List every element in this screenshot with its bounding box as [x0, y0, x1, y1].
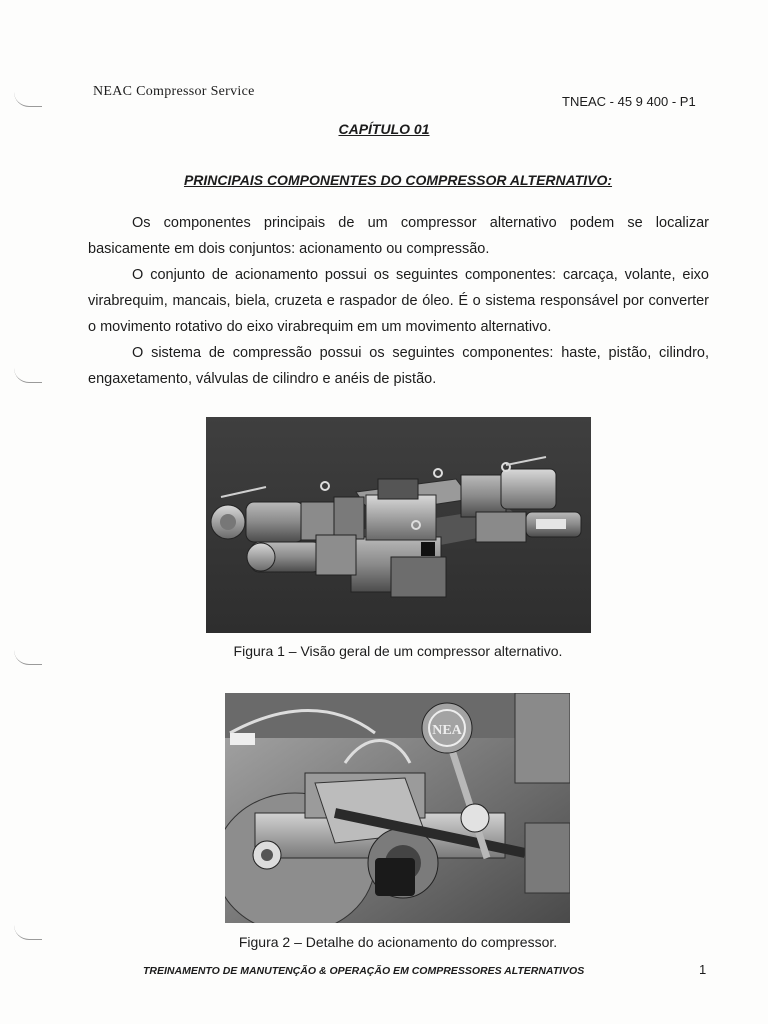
paragraph: O sistema de compressão possui os seguintes componentes: haste, pistão, cilindro, engaxetamento, válvulas de cilindro e anéis de pistão.	[88, 345, 709, 387]
margin-mark	[14, 368, 42, 383]
figure-1-caption: Figura 1 – Visão geral de um compressor alternativo.	[233, 643, 563, 659]
fig2-logo-text: NEA	[432, 723, 462, 738]
company-name: NEAC Compressor Service	[93, 84, 255, 99]
figure-1-image	[206, 417, 591, 633]
document-reference: TNEAC - 45 9 400 - P1	[562, 94, 696, 109]
section-title: PRINCIPAIS COMPONENTES DO COMPRESSOR ALTERNATIVO:	[183, 172, 613, 188]
footer-text: TREINAMENTO DE MANUTENÇÃO & OPERAÇÃO EM COMPRESSORES ALTERNATIVOS	[143, 965, 585, 977]
compressor-overview-illustration	[206, 417, 591, 633]
paragraph: O conjunto de acionamento possui os seguintes componentes: carcaça, volante, eixo virabrequim, mancais, biela, cruzeta e raspador de óleo. É o sistema responsável por converter o movimento rotativo do eixo virabrequim em um movimento alternativo.	[88, 267, 709, 335]
figure-2-image	[225, 693, 570, 923]
margin-mark	[14, 92, 42, 107]
figure-2-caption: Figura 2 – Detalhe do acionamento do compressor.	[238, 934, 558, 950]
page-number: 1	[699, 962, 707, 977]
body-text	[88, 210, 709, 392]
chapter-heading: CAPÍTULO 01	[338, 121, 430, 137]
paragraph: Os componentes principais de um compressor alternativo podem se localizar basicamente em dois conjuntos: acionamento ou compressão.	[88, 215, 709, 257]
compressor-drive-detail-illustration	[225, 693, 570, 923]
